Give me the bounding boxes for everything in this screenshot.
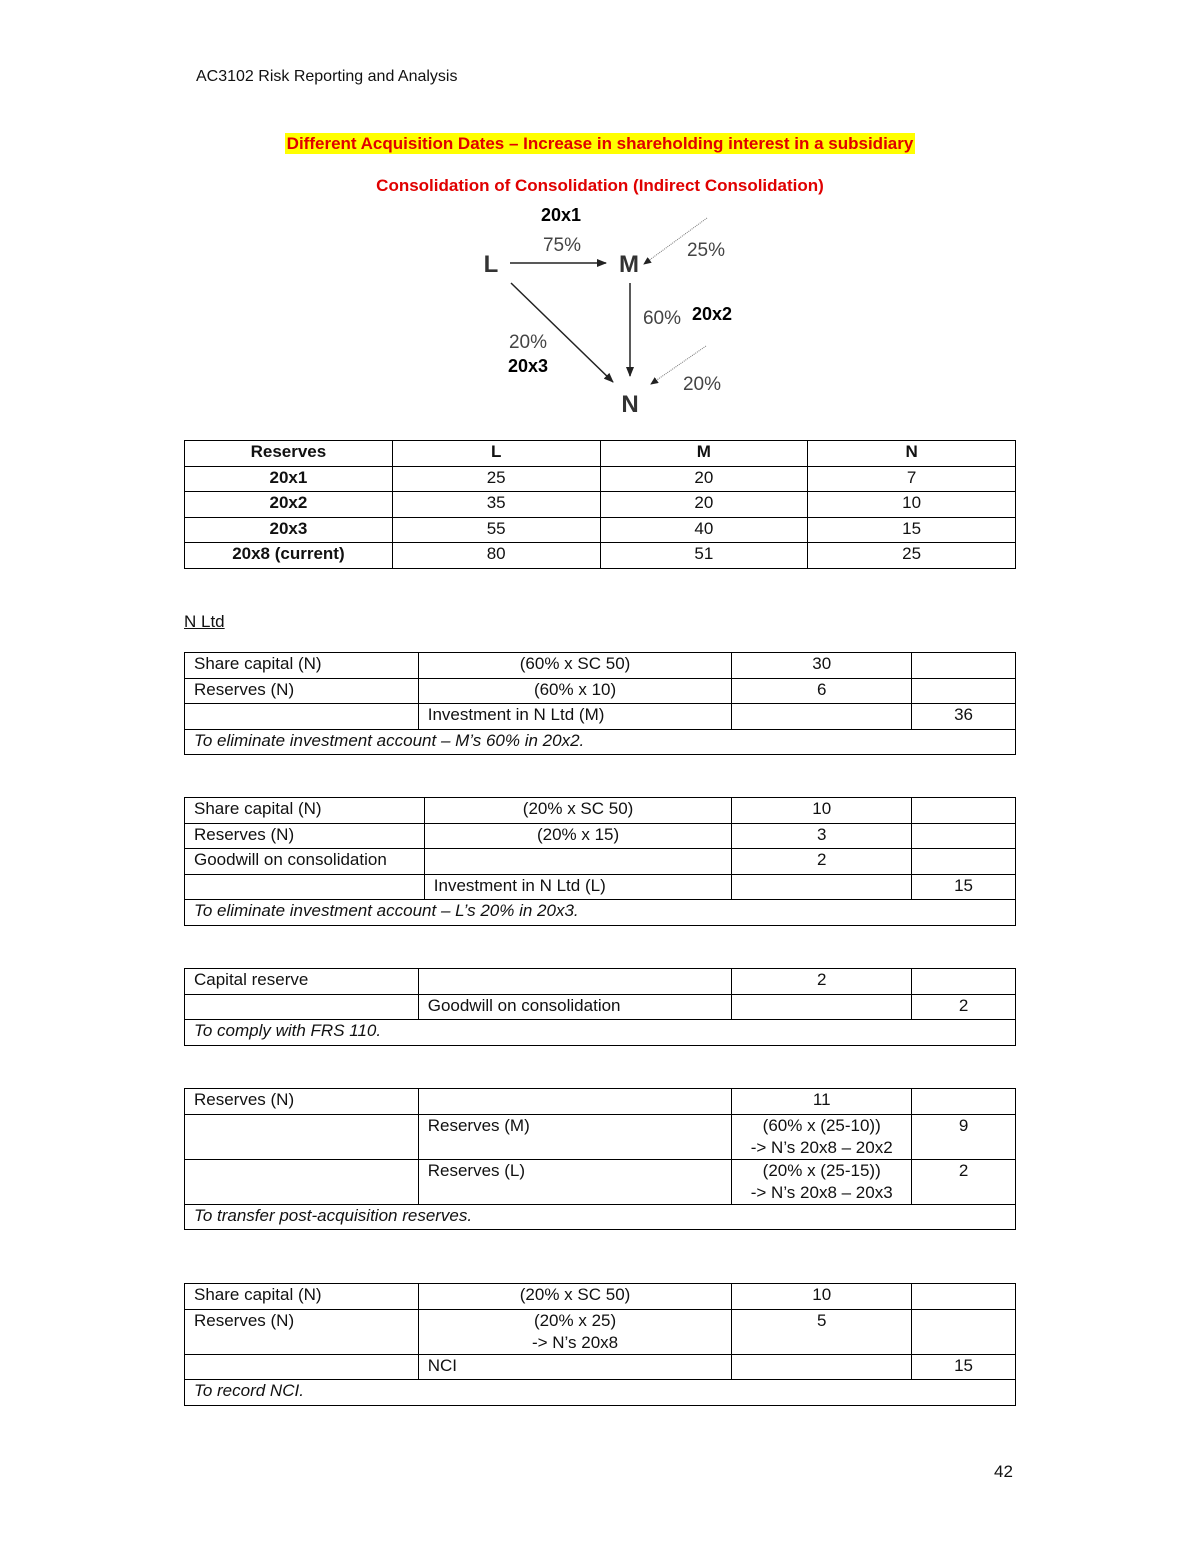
pct-ext-m: 25% bbox=[686, 240, 726, 261]
node-n: N bbox=[621, 391, 639, 418]
credit-cell bbox=[912, 969, 1016, 995]
credit-cell bbox=[912, 823, 1016, 849]
table-row bbox=[185, 874, 1016, 900]
credit-account-cell bbox=[418, 969, 732, 995]
journal-entry-4 bbox=[184, 1088, 1016, 1230]
credit-account-cell: Reserves (M) bbox=[418, 1114, 732, 1159]
account-cell: Share capital (N) bbox=[185, 653, 419, 679]
account-cell bbox=[185, 874, 425, 900]
credit-account-cell: Goodwill on consolidation bbox=[418, 994, 732, 1020]
reserves-year-cell: 20x2 bbox=[185, 492, 393, 518]
year-20x1-label: 20x1 bbox=[540, 205, 582, 225]
calc-cell: (20% x SC 50) bbox=[418, 1284, 732, 1310]
table-row bbox=[185, 466, 1016, 492]
debit-cell: 5 bbox=[732, 1309, 912, 1354]
year-20x2-label: 20x2 bbox=[691, 304, 733, 324]
reserves-year-cell: 20x1 bbox=[185, 466, 393, 492]
calc-cell bbox=[732, 1159, 912, 1204]
page-header: AC3102 Risk Reporting and Analysis bbox=[196, 68, 458, 85]
calc-line: (20% x (25-15)) bbox=[762, 1160, 881, 1180]
reserves-header-row bbox=[185, 441, 1016, 467]
table-row bbox=[185, 653, 1016, 679]
narration-row bbox=[185, 1020, 1016, 1046]
table-row bbox=[185, 1089, 1016, 1115]
table-row bbox=[185, 517, 1016, 543]
table-row bbox=[185, 1354, 1016, 1380]
table-row bbox=[185, 849, 1016, 875]
account-cell bbox=[185, 1354, 419, 1380]
reserves-cell: 20 bbox=[600, 492, 808, 518]
section-label-n-ltd: N Ltd bbox=[184, 612, 225, 631]
debit-cell bbox=[732, 874, 912, 900]
page-title-text: Different Acquisition Dates – Increase in shareholding interest in a subsidiary bbox=[286, 134, 914, 153]
credit-account-cell: Investment in N Ltd (L) bbox=[424, 874, 732, 900]
account-cell bbox=[185, 994, 419, 1020]
calc-cell: (20% x SC 50) bbox=[424, 798, 732, 824]
table-row bbox=[185, 678, 1016, 704]
credit-cell bbox=[912, 1284, 1016, 1310]
debit-cell bbox=[732, 1354, 912, 1380]
credit-cell bbox=[912, 798, 1016, 824]
reserves-cell: 51 bbox=[600, 543, 808, 569]
calc-cell bbox=[424, 849, 732, 875]
debit-cell bbox=[732, 994, 912, 1020]
reserves-cell: 40 bbox=[600, 517, 808, 543]
table-row bbox=[185, 704, 1016, 730]
credit-cell bbox=[912, 678, 1016, 704]
calc-line: (60% x (25-10)) bbox=[762, 1115, 881, 1135]
credit-cell bbox=[912, 1089, 1016, 1115]
credit-account-cell: Reserves (L) bbox=[418, 1159, 732, 1204]
reserves-header-cell: L bbox=[392, 441, 600, 467]
account-cell bbox=[185, 1159, 419, 1204]
debit-cell: 11 bbox=[732, 1089, 912, 1115]
debit-cell: 6 bbox=[732, 678, 912, 704]
narration-row bbox=[185, 1380, 1016, 1406]
debit-cell bbox=[732, 704, 912, 730]
calc-cell: (60% x SC 50) bbox=[418, 653, 732, 679]
account-cell: Capital reserve bbox=[185, 969, 419, 995]
credit-cell: 9 bbox=[912, 1114, 1016, 1159]
reserves-header-cell: Reserves bbox=[185, 441, 393, 467]
account-cell: Reserves (N) bbox=[185, 1089, 419, 1115]
reserves-cell: 80 bbox=[392, 543, 600, 569]
pct-ext-n: 20% bbox=[682, 374, 722, 395]
reserves-cell: 25 bbox=[392, 466, 600, 492]
calc-line: (20% x 25) bbox=[533, 1310, 617, 1330]
credit-cell: 2 bbox=[912, 1159, 1016, 1204]
credit-cell: 36 bbox=[912, 704, 1016, 730]
table-row bbox=[185, 823, 1016, 849]
credit-cell bbox=[912, 1309, 1016, 1354]
calc-cell: (60% x 10) bbox=[418, 678, 732, 704]
table-row bbox=[185, 492, 1016, 518]
reserves-cell: 15 bbox=[808, 517, 1016, 543]
debit-cell: 10 bbox=[732, 1284, 912, 1310]
table-row bbox=[185, 1284, 1016, 1310]
credit-cell: 15 bbox=[912, 1354, 1016, 1380]
page-number: 42 bbox=[994, 1462, 1013, 1481]
account-cell bbox=[185, 1114, 419, 1159]
account-cell: Share capital (N) bbox=[185, 1284, 419, 1310]
reserves-cell: 7 bbox=[808, 466, 1016, 492]
credit-account-cell bbox=[418, 1089, 732, 1115]
narration-row bbox=[185, 1204, 1016, 1230]
account-cell: Goodwill on consolidation bbox=[185, 849, 425, 875]
table-row bbox=[185, 1159, 1016, 1204]
reserves-year-cell: 20x3 bbox=[185, 517, 393, 543]
reserves-year-cell: 20x8 (current) bbox=[185, 543, 393, 569]
debit-cell: 2 bbox=[732, 849, 912, 875]
narration: To eliminate investment account – M’s 60% in 20x2. bbox=[185, 729, 1016, 755]
credit-cell: 2 bbox=[912, 994, 1016, 1020]
pct-l-m: 75% bbox=[542, 235, 582, 256]
reserves-cell: 10 bbox=[808, 492, 1016, 518]
account-cell: Reserves (N) bbox=[185, 1309, 419, 1354]
table-row bbox=[185, 994, 1016, 1020]
debit-cell: 30 bbox=[732, 653, 912, 679]
account-cell: Reserves (N) bbox=[185, 678, 419, 704]
narration: To transfer post-acquisition reserves. bbox=[185, 1204, 1016, 1230]
calc-line: -> N’s 20x8 – 20x2 bbox=[750, 1137, 893, 1157]
narration: To eliminate investment account – L’s 20% in 20x3. bbox=[185, 900, 1016, 926]
year-20x3-label: 20x3 bbox=[507, 356, 549, 376]
reserves-header-cell: N bbox=[808, 441, 1016, 467]
credit-account-cell: Investment in N Ltd (M) bbox=[418, 704, 732, 730]
narration: To record NCI. bbox=[185, 1380, 1016, 1406]
page-subtitle: Consolidation of Consolidation (Indirect Consolidation) bbox=[376, 176, 824, 195]
table-row bbox=[185, 1114, 1016, 1159]
narration-row bbox=[185, 900, 1016, 926]
journal-entry-3 bbox=[184, 968, 1016, 1046]
reserves-cell: 25 bbox=[808, 543, 1016, 569]
table-row bbox=[185, 798, 1016, 824]
reserves-cell: 20 bbox=[600, 466, 808, 492]
calc-cell bbox=[418, 1309, 732, 1354]
credit-account-cell: NCI bbox=[418, 1354, 732, 1380]
reserves-cell: 55 bbox=[392, 517, 600, 543]
credit-cell: 15 bbox=[912, 874, 1016, 900]
page-title bbox=[0, 134, 1200, 154]
account-cell: Share capital (N) bbox=[185, 798, 425, 824]
journal-entry-5 bbox=[184, 1283, 1016, 1406]
narration-row bbox=[185, 729, 1016, 755]
table-row bbox=[185, 969, 1016, 995]
credit-cell bbox=[912, 653, 1016, 679]
journal-entry-1 bbox=[184, 652, 1016, 755]
reserves-table bbox=[184, 440, 1016, 569]
table-row bbox=[185, 543, 1016, 569]
journal-entry-2 bbox=[184, 797, 1016, 926]
pct-m-n: 60% bbox=[642, 308, 682, 329]
narration: To comply with FRS 110. bbox=[185, 1020, 1016, 1046]
node-m: M bbox=[619, 251, 639, 278]
account-cell bbox=[185, 704, 419, 730]
group-structure-diagram bbox=[0, 195, 1200, 425]
calc-line: -> N’s 20x8 bbox=[531, 1332, 619, 1352]
calc-cell bbox=[732, 1114, 912, 1159]
pct-l-n: 20% bbox=[508, 332, 548, 353]
reserves-cell: 35 bbox=[392, 492, 600, 518]
credit-cell bbox=[912, 849, 1016, 875]
debit-cell: 2 bbox=[732, 969, 912, 995]
node-l: L bbox=[483, 251, 499, 278]
table-row bbox=[185, 1309, 1016, 1354]
calc-cell: (20% x 15) bbox=[424, 823, 732, 849]
calc-line: -> N’s 20x8 – 20x3 bbox=[750, 1182, 893, 1202]
debit-cell: 10 bbox=[732, 798, 912, 824]
debit-cell: 3 bbox=[732, 823, 912, 849]
account-cell: Reserves (N) bbox=[185, 823, 425, 849]
reserves-header-cell: M bbox=[600, 441, 808, 467]
